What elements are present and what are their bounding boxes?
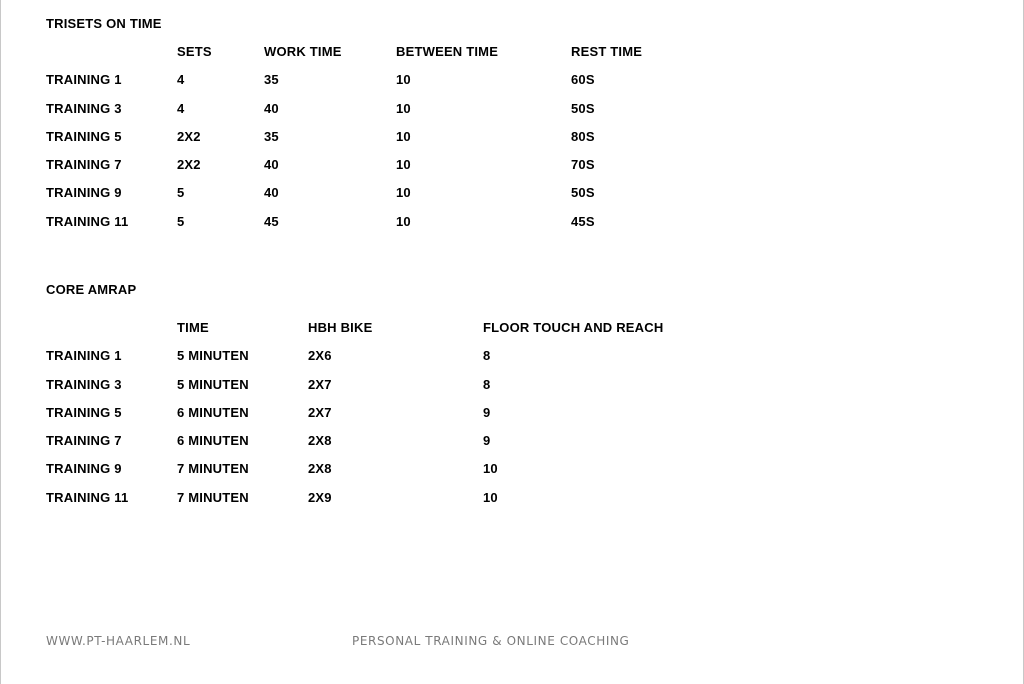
floor-touch-value: 10 xyxy=(483,461,498,477)
floor-touch-value: 9 xyxy=(483,433,491,449)
training-label: TRAINING 11 xyxy=(46,213,129,229)
hbh-bike-value: 2X8 xyxy=(308,433,332,449)
header-rest-time: REST TIME xyxy=(571,44,643,59)
work-time-value: 35 xyxy=(264,128,279,144)
hbh-bike-value: 2X7 xyxy=(308,376,332,392)
between-time-value: 10 xyxy=(396,72,411,88)
hbh-bike-value: 2X6 xyxy=(308,348,332,364)
floor-touch-value: 10 xyxy=(483,489,498,505)
time-value: 7 MINUTEN xyxy=(177,489,249,505)
sets-value: 5 xyxy=(177,185,185,201)
sets-value: 2X2 xyxy=(177,128,201,144)
hbh-bike-value: 2X9 xyxy=(308,489,332,505)
training-label: TRAINING 9 xyxy=(46,185,122,201)
footer-website: WWW.PT-HAARLEM.NL xyxy=(46,634,191,648)
training-label: TRAINING 7 xyxy=(46,157,122,173)
work-time-value: 40 xyxy=(264,157,279,173)
time-value: 5 MINUTEN xyxy=(177,348,249,364)
time-value: 6 MINUTEN xyxy=(177,404,249,420)
rest-time-value: 80S xyxy=(571,128,595,144)
trisets-title: TRISETS ON TIME xyxy=(46,16,162,31)
training-label: TRAINING 1 xyxy=(46,72,122,88)
work-time-value: 35 xyxy=(264,72,279,88)
hbh-bike-value: 2X8 xyxy=(308,461,332,477)
time-value: 6 MINUTEN xyxy=(177,433,249,449)
header-between-time: BETWEEN TIME xyxy=(396,44,499,59)
time-value: 7 MINUTEN xyxy=(177,461,249,477)
training-label: TRAINING 5 xyxy=(46,128,122,144)
between-time-value: 10 xyxy=(396,157,411,173)
training-label: TRAINING 7 xyxy=(46,433,122,449)
rest-time-value: 60S xyxy=(571,72,595,88)
time-value: 5 MINUTEN xyxy=(177,376,249,392)
between-time-value: 10 xyxy=(396,100,411,116)
floor-touch-value: 8 xyxy=(483,348,491,364)
sets-value: 4 xyxy=(177,100,185,116)
floor-touch-value: 8 xyxy=(483,376,491,392)
training-label: TRAINING 3 xyxy=(46,376,122,392)
training-label: TRAINING 3 xyxy=(46,100,122,116)
work-time-value: 40 xyxy=(264,185,279,201)
footer-tagline: PERSONAL TRAINING & ONLINE COACHING xyxy=(352,634,630,648)
training-label: TRAINING 9 xyxy=(46,461,122,477)
training-label: TRAINING 11 xyxy=(46,489,129,505)
header-floor-touch-and-reach: FLOOR TOUCH AND REACH xyxy=(483,320,664,335)
header-sets: SETS xyxy=(177,44,212,59)
sets-value: 2X2 xyxy=(177,157,201,173)
rest-time-value: 45S xyxy=(571,213,595,229)
sets-value: 4 xyxy=(177,72,185,88)
work-time-value: 45 xyxy=(264,213,279,229)
header-time: TIME xyxy=(177,320,209,335)
core-amrap-title: CORE AMRAP xyxy=(46,282,137,297)
hbh-bike-value: 2X7 xyxy=(308,404,332,420)
training-label: TRAINING 5 xyxy=(46,404,122,420)
rest-time-value: 50S xyxy=(571,100,595,116)
training-label: TRAINING 1 xyxy=(46,348,122,364)
header-hbh-bike: HBH BIKE xyxy=(308,320,373,335)
sets-value: 5 xyxy=(177,213,185,229)
rest-time-value: 70S xyxy=(571,157,595,173)
rest-time-value: 50S xyxy=(571,185,595,201)
between-time-value: 10 xyxy=(396,128,411,144)
header-work-time: WORK TIME xyxy=(264,44,342,59)
floor-touch-value: 9 xyxy=(483,404,491,420)
between-time-value: 10 xyxy=(396,185,411,201)
work-time-value: 40 xyxy=(264,100,279,116)
between-time-value: 10 xyxy=(396,213,411,229)
